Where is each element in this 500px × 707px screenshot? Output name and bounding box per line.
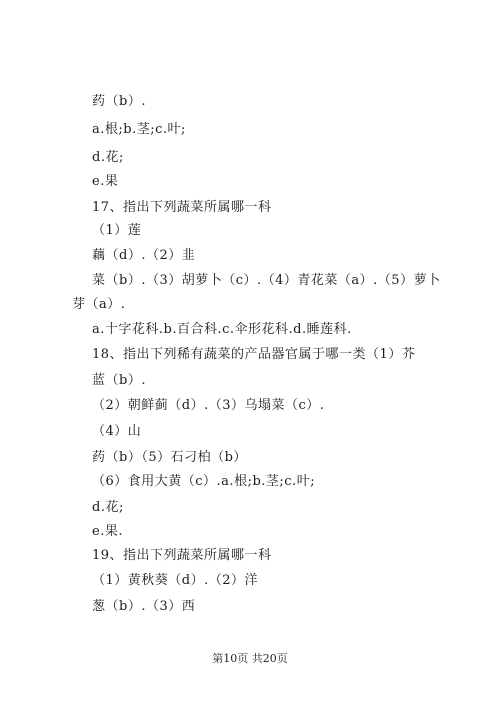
text-line: d.花; xyxy=(92,150,124,165)
text-line: e.果. xyxy=(92,524,123,539)
text-line: a.十字花科.b.百合科.c.伞形花科.d.睡莲科. xyxy=(92,322,352,337)
text-line: （1）莲 xyxy=(92,223,142,238)
text-line: 18、指出下列稀有蔬菜的产品器官属于哪一类（1）芥 xyxy=(92,347,416,362)
text-line: 芽（a）. xyxy=(72,297,126,312)
text-line: （4）山 xyxy=(92,424,142,439)
text-line: d.花; xyxy=(92,500,124,515)
text-line: （2）朝鲜蓟（d）.（3）乌塌菜（c）. xyxy=(92,398,325,413)
text-line: （1）黄秋葵（d）.（2）洋 xyxy=(92,573,258,588)
text-line: 药（b）（5）石刁柏（b） xyxy=(92,450,247,465)
text-line: 17、指出下列蔬菜所属哪一科 xyxy=(92,200,272,215)
text-line: 藕（d）.（2）韭 xyxy=(92,248,196,263)
text-line: 药（b）. xyxy=(92,94,146,109)
text-line: a.根;b.茎;c.叶; xyxy=(92,122,186,137)
text-line: 菜（b）.（3）胡萝卜（c）.（4）青花菜（a）.（5）萝卜 xyxy=(92,273,441,288)
text-line: 葱（b）.（3）西 xyxy=(92,599,196,614)
text-line: 蓝（b）. xyxy=(92,373,146,388)
page-number-footer: 第10页 共20页 xyxy=(212,652,288,665)
text-line: e.果 xyxy=(92,174,119,189)
text-line: （6）食用大黄（c）.a.根;b.茎;c.叶; xyxy=(92,474,316,489)
text-line: 19、指出下列蔬菜所属哪一科 xyxy=(92,548,272,563)
